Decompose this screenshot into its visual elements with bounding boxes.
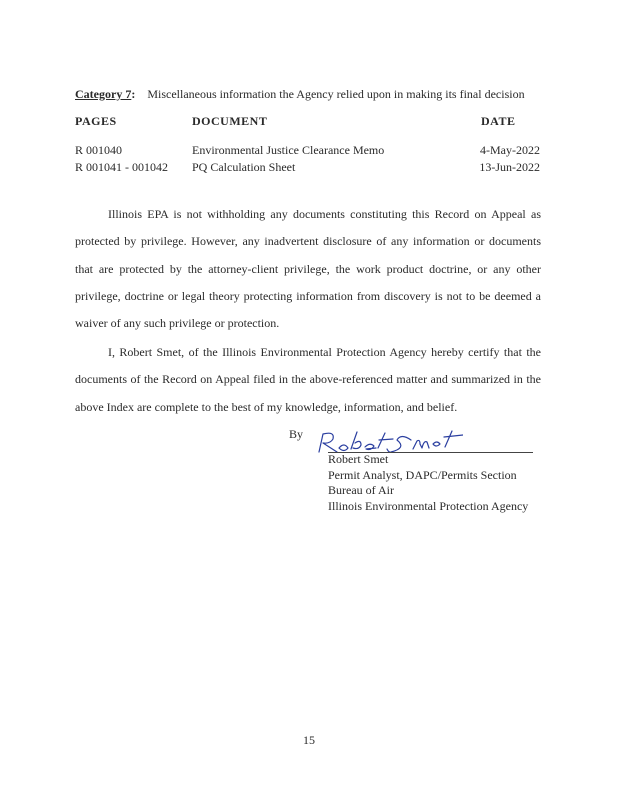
category-heading <box>75 87 525 102</box>
row-date: 13-Jun-2022 <box>479 160 540 174</box>
category-colon: : <box>131 87 136 101</box>
signer-bureau: Bureau of Air <box>328 483 394 497</box>
signer-title: Permit Analyst, DAPC/Permits Section <box>328 467 517 482</box>
column-header-pages: PAGES <box>75 114 117 128</box>
row-document: PQ Calculation Sheet <box>192 160 296 174</box>
privilege-paragraph: Illinois EPA is not withholding any documents constituting this Record on Appeal as protected by privilege. However, any inadvertent disclosure of any information or documents that are protected by the attorney-client privilege, the work product doctrine, or any other privilege, doctrine or legal theory protecting information from discovery is not to be deemed a waiver of any such privilege or protection. <box>75 207 541 331</box>
page-number: 15 <box>303 733 315 747</box>
by-label: By <box>289 427 304 441</box>
column-header-date: DATE <box>481 114 516 128</box>
certification-paragraph: I, Robert Smet, of the Illinois Environmental Protection Agency hereby certify that the documents of the Record on Appeal filed in the above-referenced matter and summarized in the above Index are complete to the best of my knowledge, information, and belief. <box>75 345 541 414</box>
category-label: Category 7 <box>75 87 132 101</box>
category-description: Miscellaneous information the Agency relied upon in making its final decision <box>147 87 525 101</box>
row-pages: R 001041 - 001042 <box>75 160 168 174</box>
signature-block <box>328 452 528 514</box>
row-document: Environmental Justice Clearance Memo <box>192 143 385 157</box>
row-date: 4-May-2022 <box>480 143 540 157</box>
row-pages: R 001040 <box>75 143 123 157</box>
signer-name: Robert Smet <box>328 452 389 466</box>
column-header-document: DOCUMENT <box>192 114 268 128</box>
signer-agency: Illinois Environmental Protection Agency <box>328 498 529 513</box>
